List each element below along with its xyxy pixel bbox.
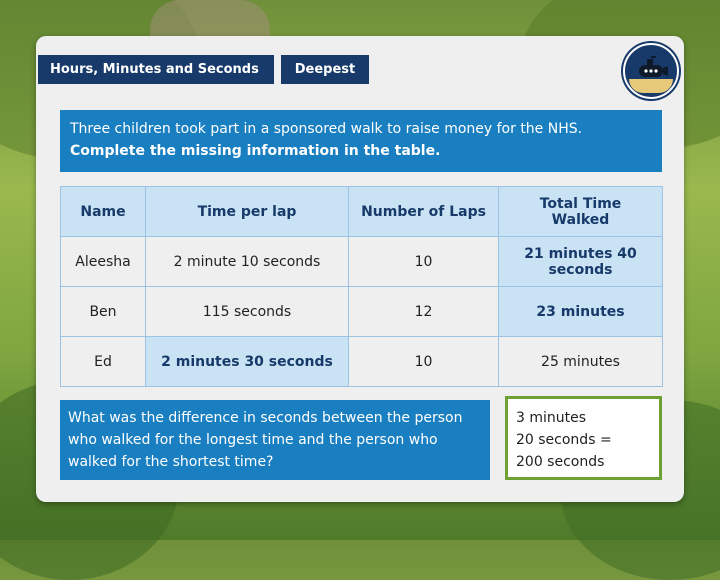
answer-cell: 2 minutes 30 seconds bbox=[146, 337, 349, 387]
question-box: What was the difference in seconds between the person who walked for the longest time and the person who walked for the shortest time? bbox=[60, 400, 490, 480]
table-cell: 10 bbox=[349, 237, 499, 287]
tab-deepest[interactable]: Deepest bbox=[281, 55, 369, 84]
column-header-name: Name bbox=[61, 187, 146, 237]
column-header-total-time: Total Time Walked bbox=[499, 187, 663, 237]
tab-hours-minutes-seconds[interactable]: Hours, Minutes and Seconds bbox=[38, 55, 274, 84]
table-cell: 2 minute 10 seconds bbox=[146, 237, 349, 287]
column-header-time-per-lap: Time per lap bbox=[146, 187, 349, 237]
table-cell: Ben bbox=[61, 287, 146, 337]
table-cell: 25 minutes bbox=[499, 337, 663, 387]
submarine-badge bbox=[623, 43, 679, 99]
table-cell: 12 bbox=[349, 287, 499, 337]
answer-line: 20 seconds = bbox=[516, 432, 612, 448]
table-row bbox=[61, 237, 663, 287]
walk-table bbox=[60, 186, 663, 387]
table-cell: Ed bbox=[61, 337, 146, 387]
submarine-icon bbox=[625, 45, 677, 97]
answer-cell: 23 minutes bbox=[499, 287, 663, 337]
table-cell: 10 bbox=[349, 337, 499, 387]
instructions-line: Three children took part in a sponsored walk to raise money for the NHS. bbox=[70, 121, 583, 137]
instructions-line-bold: Complete the missing information in the table. bbox=[70, 143, 441, 159]
answer-line: 200 seconds bbox=[516, 454, 605, 470]
answer-box bbox=[505, 396, 662, 480]
column-header-laps: Number of Laps bbox=[349, 187, 499, 237]
answer-line: 3 minutes bbox=[516, 410, 587, 426]
table-header-row bbox=[61, 187, 663, 237]
table-cell: 115 seconds bbox=[146, 287, 349, 337]
table-row bbox=[61, 287, 663, 337]
instructions-box bbox=[60, 110, 662, 172]
table-cell: Aleesha bbox=[61, 237, 146, 287]
table-row bbox=[61, 337, 663, 387]
answer-cell: 21 minutes 40 seconds bbox=[499, 237, 663, 287]
